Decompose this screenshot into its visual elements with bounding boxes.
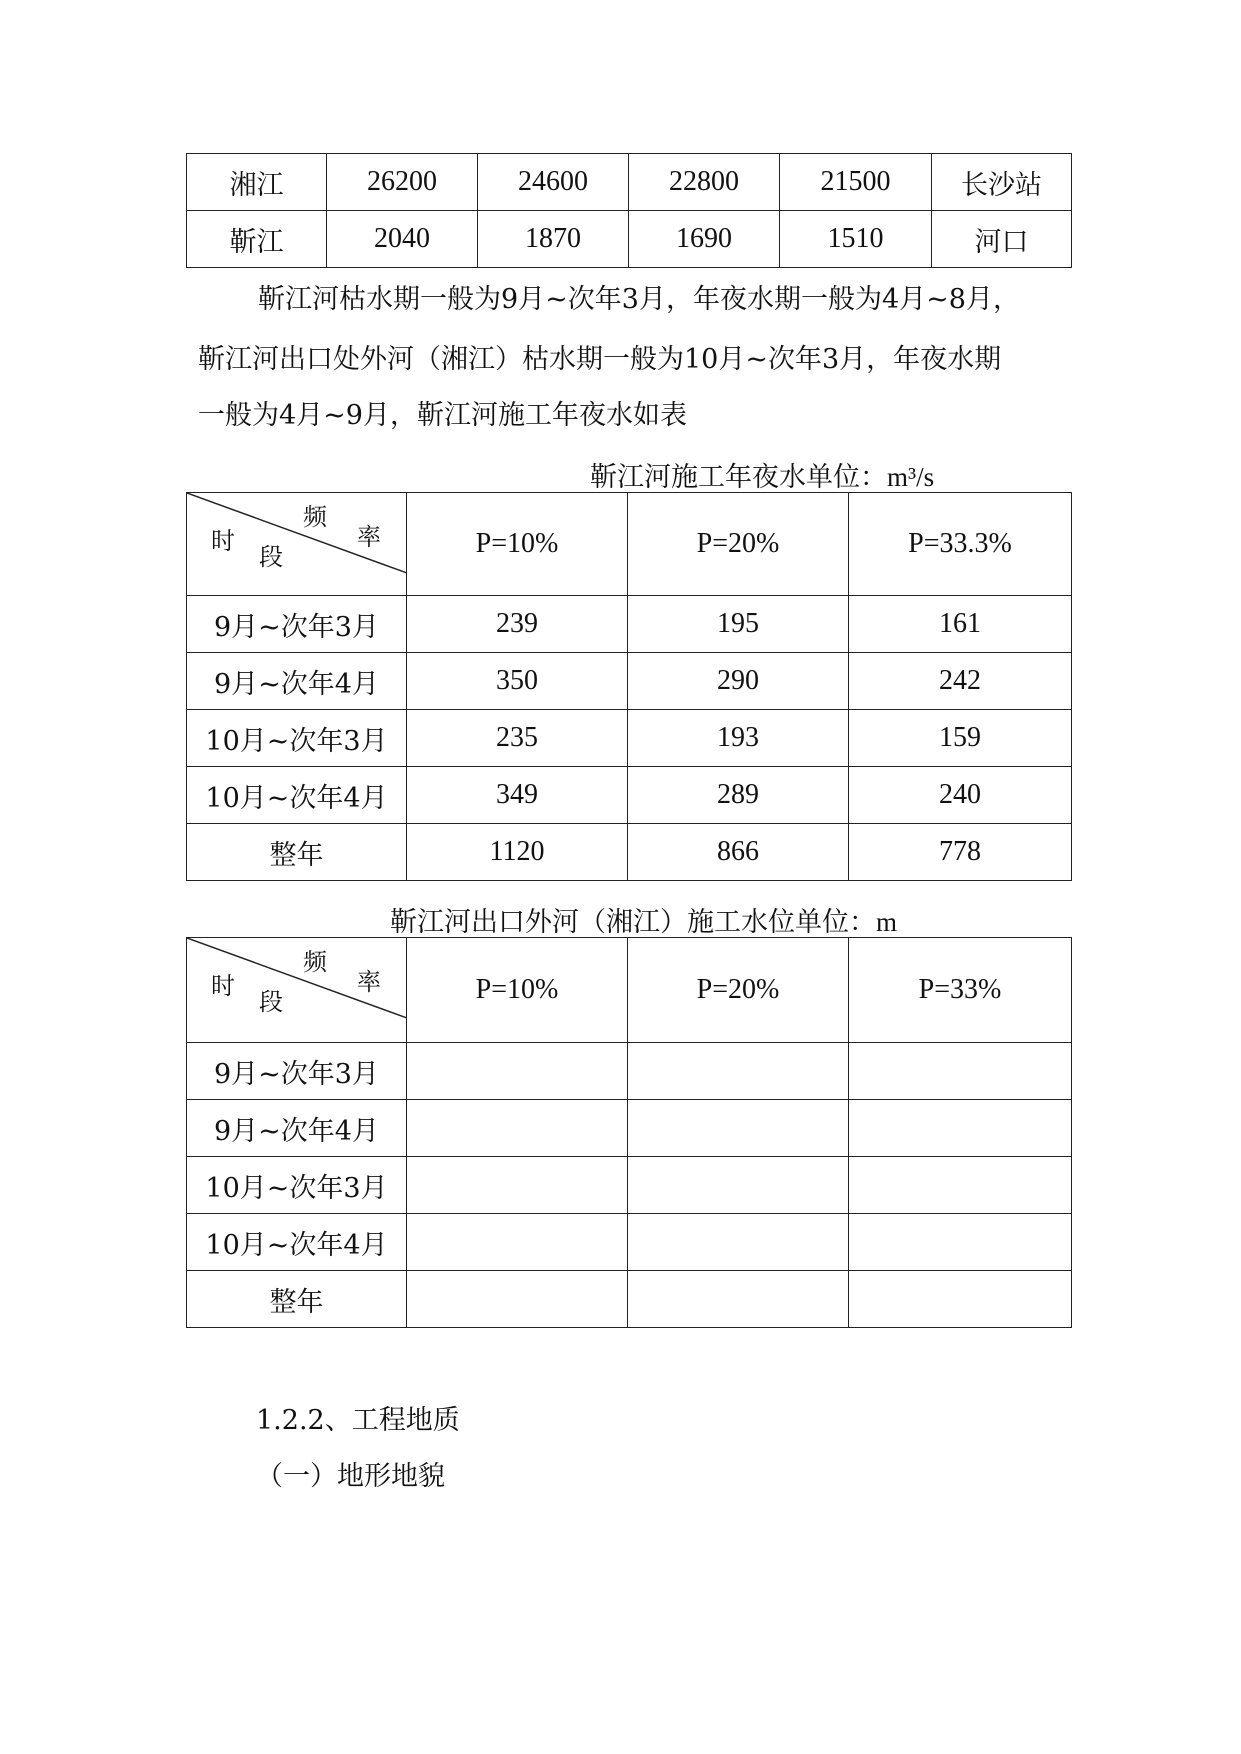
- table-row: [187, 1100, 1072, 1157]
- value-cell: 778: [849, 824, 1072, 881]
- paragraph-line-1: 靳江河枯水期一般为9月~次年3月，年夜水期一般为4月~8月，: [258, 284, 1020, 315]
- level-table-caption: [390, 900, 897, 939]
- value-cell: 290: [628, 653, 849, 710]
- table-row: [187, 1214, 1072, 1271]
- table-row: [187, 824, 1072, 881]
- flow-table-caption: [590, 455, 934, 494]
- table-row: [187, 1271, 1072, 1328]
- corner-label-time: 时: [211, 972, 235, 1000]
- period-cell: 10月~次年3月: [187, 710, 407, 767]
- table-row: [187, 653, 1072, 710]
- period-cell: 整年: [187, 1271, 407, 1328]
- caption-text: 靳江河施工年夜水单位：: [590, 462, 887, 493]
- value-cell: [407, 1214, 628, 1271]
- caption-unit: m: [876, 907, 898, 937]
- value-cell: 1120: [407, 824, 628, 881]
- table-row: [187, 211, 1072, 268]
- table-cell: 1690: [629, 211, 780, 268]
- table-row: [187, 154, 1072, 211]
- value-cell: 349: [407, 767, 628, 824]
- table-cell: 21500: [780, 154, 932, 211]
- corner-label-frequency: 频: [303, 948, 327, 976]
- table-row: [187, 596, 1072, 653]
- period-cell: 10月~次年3月: [187, 1157, 407, 1214]
- table-cell: 靳江: [187, 211, 327, 268]
- table-header-row: [187, 493, 1072, 596]
- value-cell: 350: [407, 653, 628, 710]
- table-cell: 长沙站: [932, 154, 1072, 211]
- column-header: P=33%: [849, 938, 1072, 1043]
- corner-label-rate: 率: [357, 523, 381, 551]
- value-cell: [407, 1157, 628, 1214]
- table-cell: 1510: [780, 211, 932, 268]
- construction-flow-table: [186, 492, 1072, 881]
- period-cell: 9月~次年3月: [187, 1043, 407, 1100]
- value-cell: [849, 1157, 1072, 1214]
- corner-label-period: 段: [259, 543, 283, 571]
- value-cell: [628, 1214, 849, 1271]
- table-row: [187, 1043, 1072, 1100]
- corner-label-time: 时: [211, 527, 235, 555]
- table-row: [187, 710, 1072, 767]
- column-header: P=10%: [407, 938, 628, 1043]
- section-heading: 1.2.2、工程地质: [256, 1405, 460, 1436]
- table-row: [187, 1157, 1072, 1214]
- value-cell: 195: [628, 596, 849, 653]
- value-cell: [407, 1100, 628, 1157]
- value-cell: [849, 1043, 1072, 1100]
- value-cell: 193: [628, 710, 849, 767]
- table-cell: 2040: [327, 211, 478, 268]
- value-cell: 289: [628, 767, 849, 824]
- corner-label-rate: 率: [357, 968, 381, 996]
- paragraph-line-3: 一般为4月~9月，靳江河施工年夜水如表: [198, 400, 687, 431]
- table-row: [187, 767, 1072, 824]
- value-cell: 240: [849, 767, 1072, 824]
- period-cell: 9月~次年4月: [187, 1100, 407, 1157]
- value-cell: 159: [849, 710, 1072, 767]
- value-cell: [849, 1100, 1072, 1157]
- value-cell: [407, 1043, 628, 1100]
- value-cell: [849, 1214, 1072, 1271]
- value-cell: [628, 1100, 849, 1157]
- table-cell: 24600: [478, 154, 629, 211]
- column-header: P=10%: [407, 493, 628, 596]
- corner-label-period: 段: [259, 988, 283, 1016]
- diagonal-header-cell: [187, 938, 407, 1043]
- river-flow-table-continued: [186, 153, 1072, 268]
- value-cell: 235: [407, 710, 628, 767]
- table-cell: 1870: [478, 211, 629, 268]
- value-cell: 242: [849, 653, 1072, 710]
- value-cell: [849, 1271, 1072, 1328]
- corner-label-frequency: 频: [303, 503, 327, 531]
- table-cell: 河口: [932, 211, 1072, 268]
- value-cell: [628, 1157, 849, 1214]
- value-cell: 866: [628, 824, 849, 881]
- diagonal-header-cell: [187, 493, 407, 596]
- value-cell: 161: [849, 596, 1072, 653]
- value-cell: [628, 1043, 849, 1100]
- caption-unit: m³/s: [887, 462, 935, 492]
- paragraph-line-2: 靳江河出口处外河（湘江）枯水期一般为10月~次年3月，年夜水期: [198, 344, 1002, 375]
- value-cell: [407, 1271, 628, 1328]
- section-subheading: （一）地形地貌: [256, 1461, 445, 1492]
- table-cell: 湘江: [187, 154, 327, 211]
- period-cell: 10月~次年4月: [187, 1214, 407, 1271]
- period-cell: 10月~次年4月: [187, 767, 407, 824]
- value-cell: [628, 1271, 849, 1328]
- value-cell: 239: [407, 596, 628, 653]
- period-cell: 9月~次年4月: [187, 653, 407, 710]
- table-header-row: [187, 938, 1072, 1043]
- column-header: P=20%: [628, 493, 849, 596]
- table-cell: 22800: [629, 154, 780, 211]
- column-header: P=33.3%: [849, 493, 1072, 596]
- column-header: P=20%: [628, 938, 849, 1043]
- period-cell: 整年: [187, 824, 407, 881]
- period-cell: 9月~次年3月: [187, 596, 407, 653]
- construction-water-level-table: [186, 937, 1072, 1328]
- caption-text: 靳江河出口外河（湘江）施工水位单位：: [390, 907, 876, 938]
- table-cell: 26200: [327, 154, 478, 211]
